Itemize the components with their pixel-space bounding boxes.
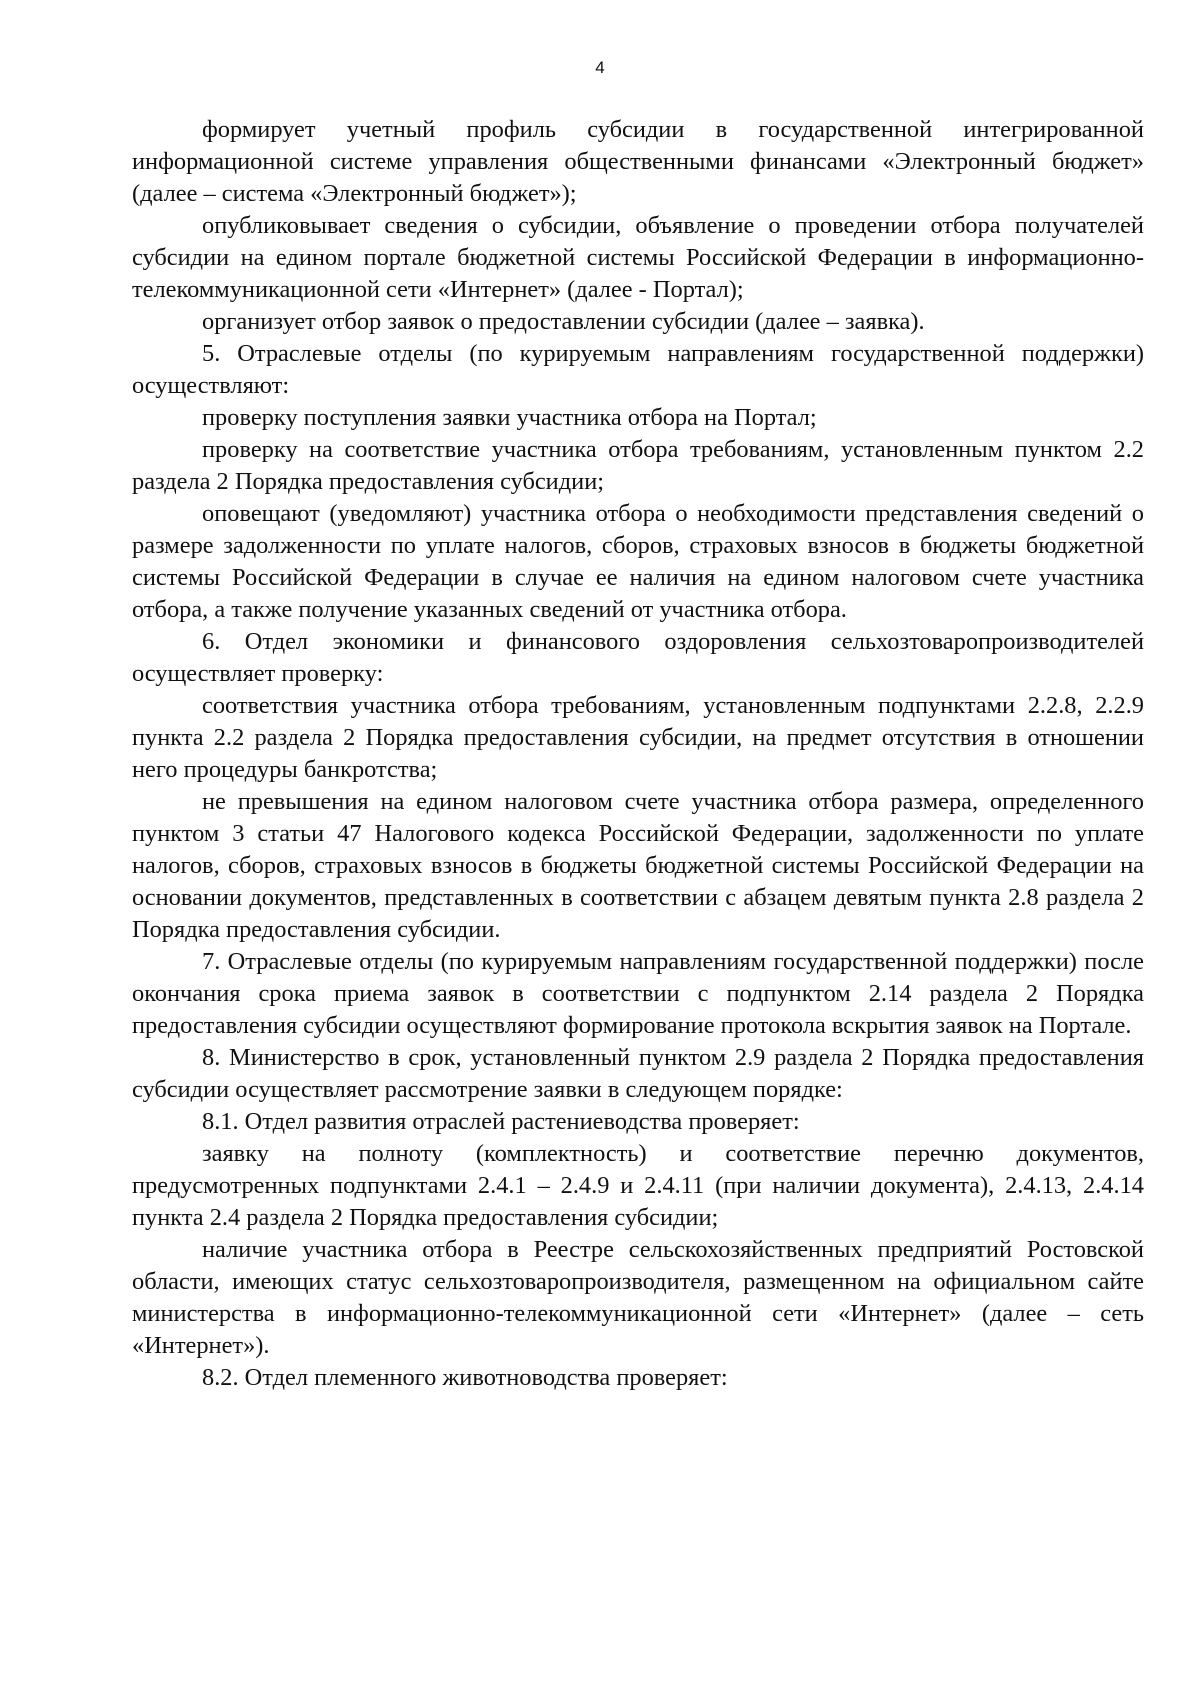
paragraph: проверку поступления заявки участника отбора на Портал;	[202, 404, 817, 431]
paragraph: проверку на соответствие участника отбора требованиям, установленным пунктом 2.2 раздела 2 Порядка предоставления субсидии;	[132, 436, 1144, 495]
paragraph: 8.2. Отдел племенного животноводства проверяет:	[202, 1364, 728, 1391]
paragraph: 8. Министерство в срок, установленный пунктом 2.9 раздела 2 Порядка предоставления субсидии осуществляет рассмотрение заявки в следующем порядке:	[132, 1044, 1144, 1103]
paragraph: оповещают (уведомляют) участника отбора о необходимости представления сведений о размере задолженности по уплате налогов, сборов, страховых взносов в бюджеты бюджетной системы Российской Федерации в случае ее наличия на едином налоговом счете участника отбора, а также получение указанных сведений от участника отбора.	[132, 500, 1144, 623]
page-number: 4	[595, 58, 605, 77]
paragraph: не превышения на едином налоговом счете участника отбора размера, определенного пунктом 3 статьи 47 Налогового кодекса Российской Федерации, задолженности по уплате налогов, сборов, страховых взносов в бюджеты бюджетной системы Российской Федерации на основании документов, представленных в соответствии с абзацем девятым пункта 2.8 раздела 2 Порядка предоставления субсидии.	[132, 788, 1144, 943]
paragraph: 5. Отраслевые отделы (по курируемым направлениям государственной поддержки) осуществляют:	[132, 340, 1144, 399]
paragraph: 7. Отраслевые отделы (по курируемым направлениям государственной поддержки) после окончания срока приема заявок в соответствии с подпунктом 2.14 раздела 2 Порядка предоставления субсидии осуществляют формирование протокола вскрытия заявок на Портале.	[132, 948, 1144, 1039]
paragraph: заявку на полноту (комплектность) и соответствие перечню документов, предусмотренных подпунктами 2.4.1 – 2.4.9 и 2.4.11 (при наличии документа), 2.4.13, 2.4.14 пункта 2.4 раздела 2 Порядка предоставления субсидии;	[132, 1140, 1144, 1231]
paragraph: опубликовывает сведения о субсидии, объявление о проведении отбора получателей субсидии на едином портале бюджетной системы Российской Федерации в информационно-телекоммуникационной сети «Интернет» (далее - Портал);	[132, 212, 1144, 303]
paragraph: 6. Отдел экономики и финансового оздоровления сельхозтоваропроизводителей осуществляет проверку:	[132, 628, 1144, 687]
paragraph: 8.1. Отдел развития отраслей растениеводства проверяет:	[202, 1108, 800, 1135]
document-body	[132, 114, 1144, 1394]
paragraph: организует отбор заявок о предоставлении субсидии (далее – заявка).	[202, 308, 925, 335]
paragraph: формирует учетный профиль субсидии в государственной интегрированной информационной системе управления общественными финансами «Электронный бюджет» (далее – система «Электронный бюджет»);	[132, 116, 1144, 207]
paragraph: соответствия участника отбора требованиям, установленным подпунктами 2.2.8, 2.2.9 пункта 2.2 раздела 2 Порядка предоставления субсидии, на предмет отсутствия в отношении него процедуры банкротства;	[132, 692, 1144, 783]
paragraph: наличие участника отбора в Реестре сельскохозяйственных предприятий Ростовской области, имеющих статус сельхозтоваропроизводителя, размещенном на официальном сайте министерства в информационно-телекоммуникационной сети «Интернет» (далее – сеть «Интернет»).	[132, 1236, 1144, 1359]
